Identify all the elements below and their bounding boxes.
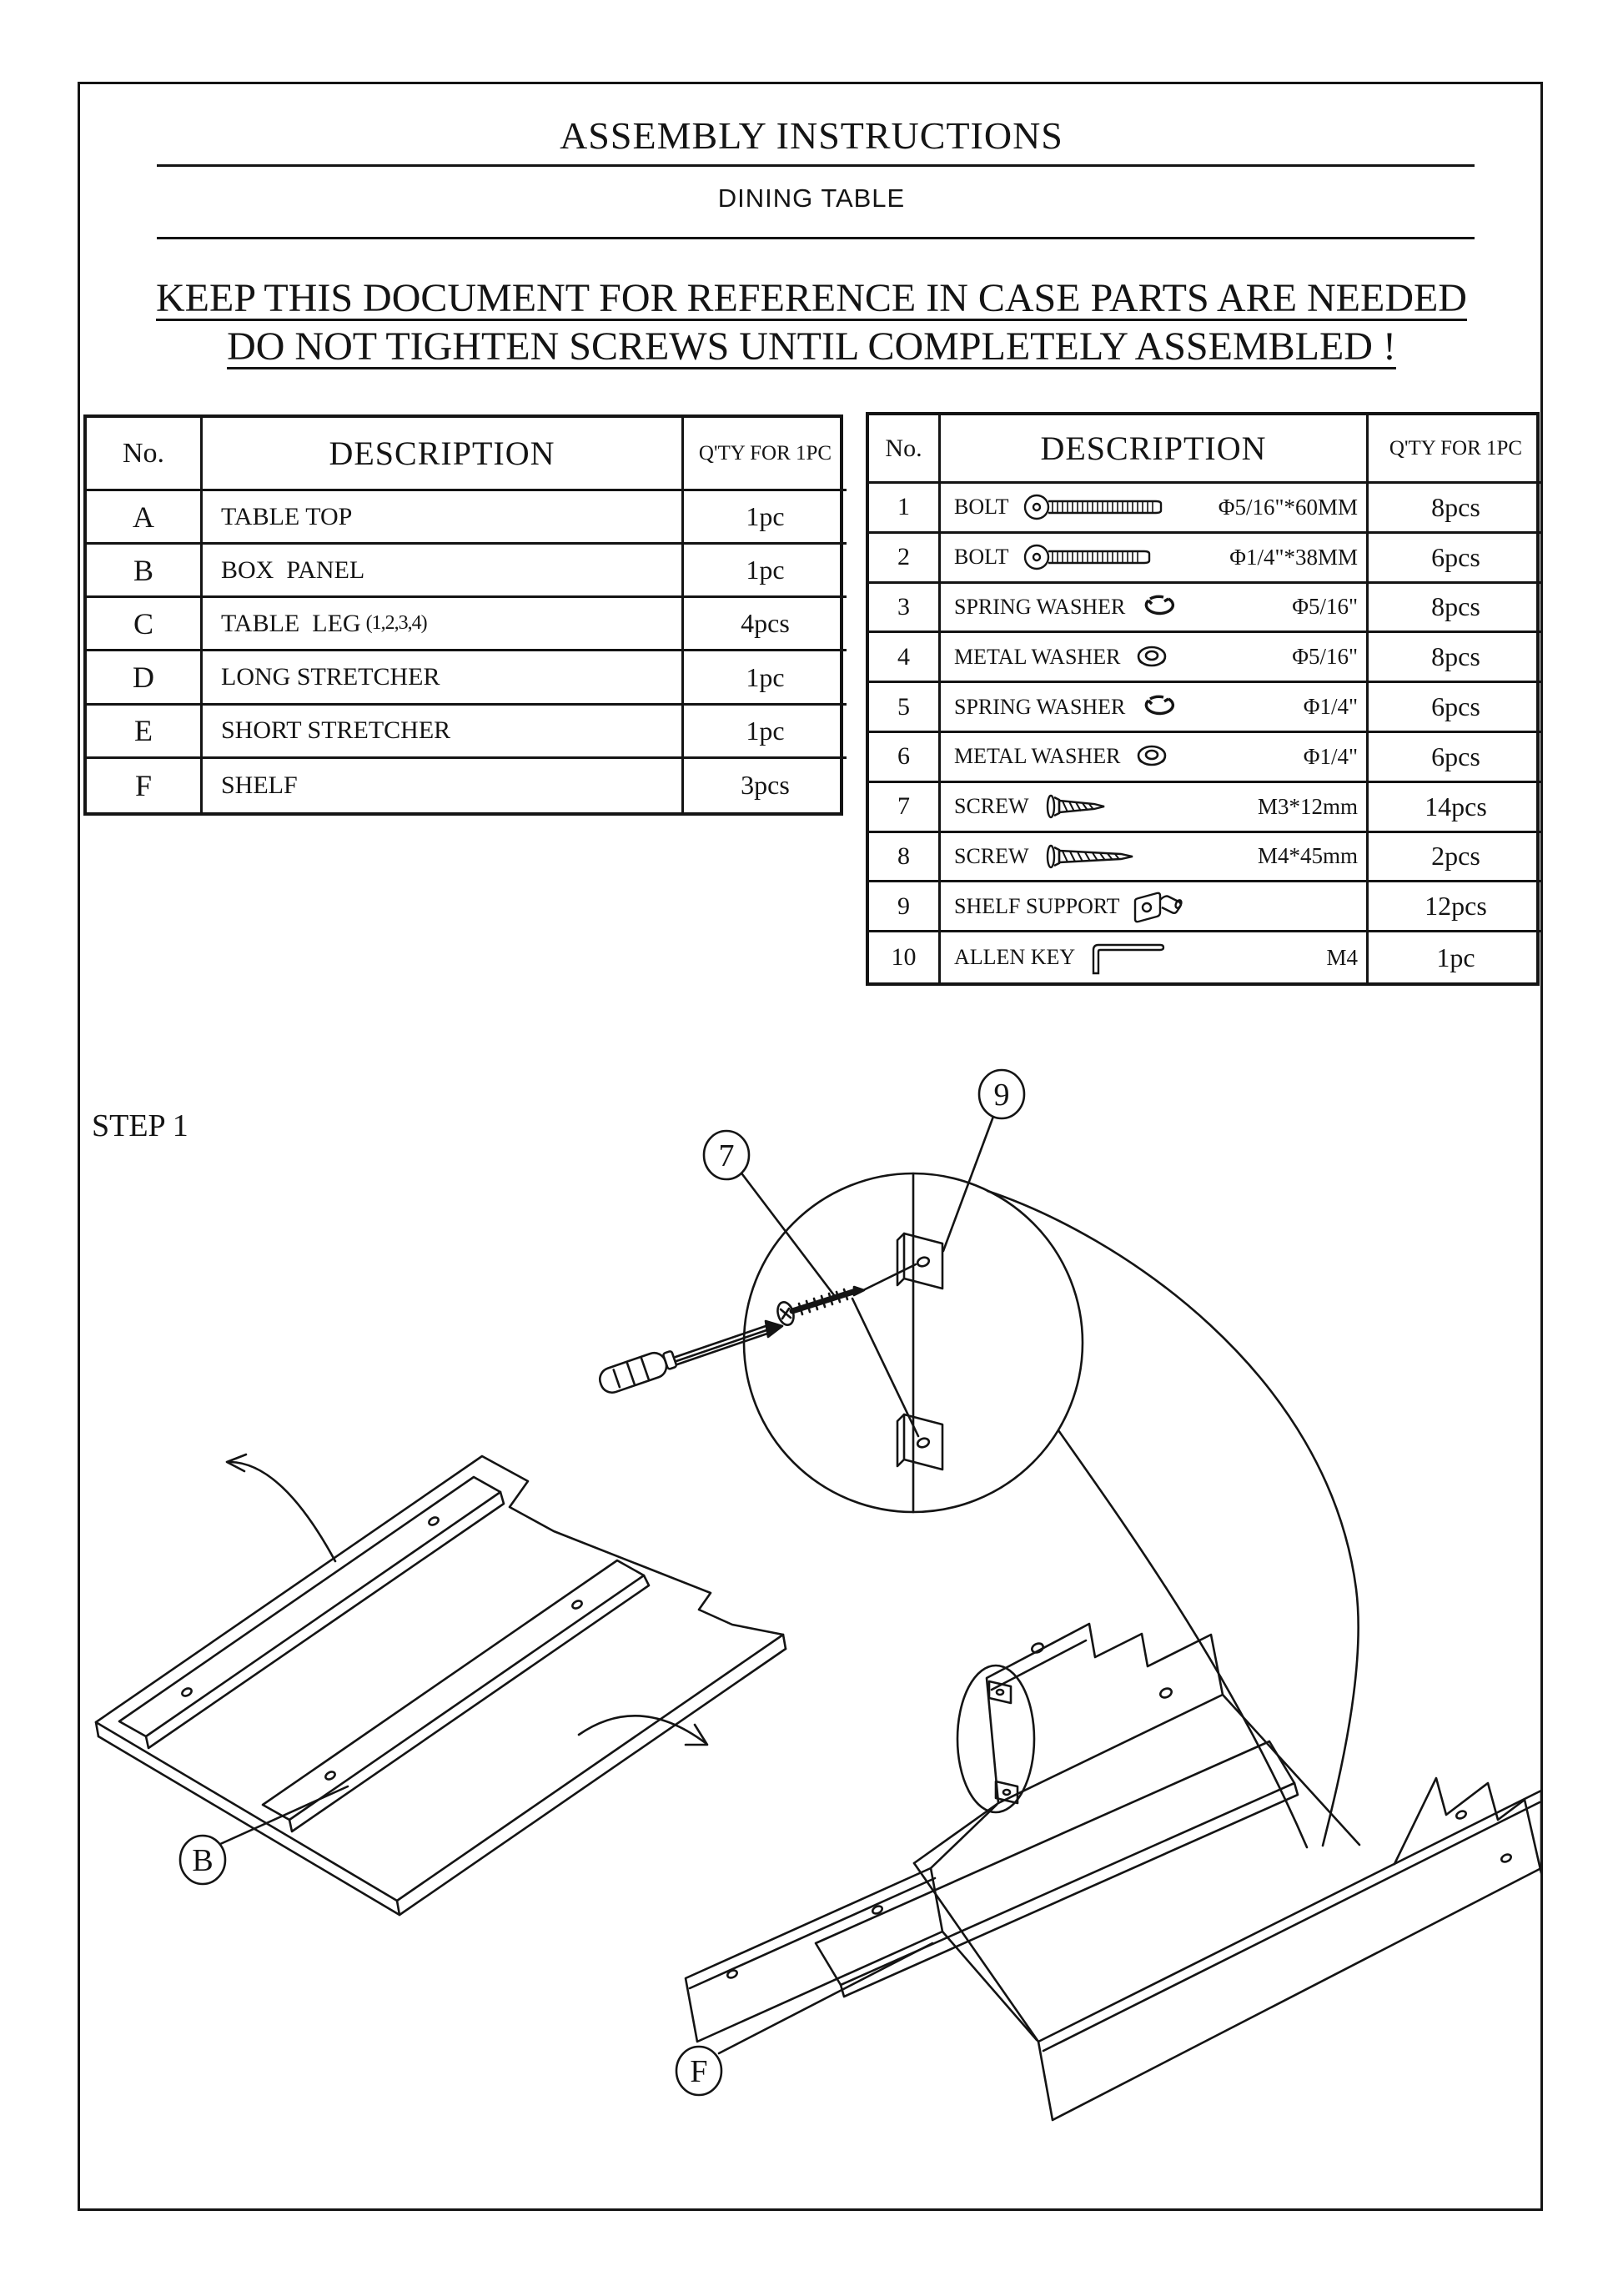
hardware-spec: Φ1/4": [1303, 743, 1358, 769]
part-qty: 1pc: [684, 651, 847, 705]
screw-to-lower-hole: [852, 1299, 918, 1436]
hardware-description: ALLEN KEY M4: [941, 932, 1369, 982]
hardware-header-qty: Q'TY FOR 1PC: [1369, 415, 1543, 484]
hardware-spec: Φ5/16"*60MM: [1218, 494, 1358, 520]
hardware-no: 8: [869, 833, 941, 883]
warning-line-2: DO NOT TIGHTEN SCREWS UNTIL COMPLETELY ASSEMBLED !: [227, 324, 1396, 369]
leader-9: [943, 1114, 994, 1251]
step-label: STEP 1: [92, 1108, 188, 1143]
hardware-qty: 6pcs: [1369, 683, 1543, 733]
hardware-spec: M4: [1326, 944, 1358, 970]
part-qty: 1pc: [684, 545, 847, 598]
hardware-qty: 8pcs: [1369, 633, 1543, 683]
parts-header-description: DESCRIPTION: [203, 418, 684, 491]
hardware-spec: M3*12mm: [1257, 793, 1358, 819]
page-title: ASSEMBLY INSTRUCTIONS: [560, 114, 1063, 157]
box-f-drawing: [686, 1624, 1541, 2120]
leader-b: [219, 1786, 348, 1845]
hardware-spec: Φ5/16": [1292, 594, 1358, 620]
screw-detail: [775, 1287, 864, 1327]
hardware-qty: 6pcs: [1369, 733, 1543, 783]
part-no: E: [87, 706, 203, 759]
part-qty: 3pcs: [741, 770, 790, 801]
hardware-qty: 12pcs: [1369, 882, 1543, 932]
hardware-no: 2: [869, 534, 941, 584]
page-subtitle: DINING TABLE: [717, 183, 906, 213]
callout-7: [704, 1131, 749, 1179]
hardware-no: 5: [869, 683, 941, 733]
hardware-spec: Φ1/4"*38MM: [1229, 544, 1358, 570]
hardware-qty: 8pcs: [1369, 584, 1543, 634]
hardware-no: 3: [869, 584, 941, 634]
part-no: A: [87, 491, 203, 545]
part-description: BOX PANEL: [203, 545, 684, 598]
hardware-description: BOLT Φ1/4"*38MM: [941, 534, 1369, 584]
shelf-support-detail-upper: [897, 1233, 942, 1289]
hardware-description: BOLT Φ5/16"*60MM: [941, 484, 1369, 534]
hardware-no: 7: [869, 783, 941, 833]
hardware-no: 10: [869, 932, 941, 982]
part-qty: 4pcs: [684, 598, 847, 651]
part-no: D: [87, 651, 203, 705]
svg-text:B: B: [192, 1843, 214, 1878]
hardware-qty: 8pcs: [1369, 484, 1543, 534]
hardware-spec: M4*45mm: [1257, 843, 1358, 869]
part-qty: 1pc: [684, 491, 847, 545]
hardware-header-no: No.: [869, 415, 941, 484]
callout-9: [979, 1070, 1024, 1118]
hardware-no: 9: [869, 882, 941, 932]
warning-line-1: KEEP THIS DOCUMENT FOR REFERENCE IN CASE PARTS ARE NEEDED: [156, 276, 1467, 320]
part-description: TABLE LEG (1,2,3,4): [203, 598, 684, 651]
hardware-qty: 1pc: [1436, 942, 1475, 972]
shelf-support-detail-lower: [897, 1414, 942, 1470]
hardware-no: 4: [869, 633, 941, 683]
hardware-spec: Φ5/16": [1292, 644, 1358, 670]
hardware-no: 6: [869, 733, 941, 783]
part-description: TABLE TOP: [203, 491, 684, 545]
zoom-sweep-outer: [987, 1191, 1359, 1846]
part-description: SHELF: [203, 759, 684, 812]
zoom-sweep-inner: [1058, 1430, 1307, 1847]
svg-text:F: F: [690, 2054, 708, 2089]
hardware-spec: Φ1/4": [1303, 694, 1358, 720]
hardware-description: METAL WASHER Φ5/16": [941, 633, 1369, 683]
rotate-arrow-left: [227, 1454, 335, 1561]
hardware-description: SPRING WASHER Φ1/4": [941, 683, 1369, 733]
hardware-qty: 14pcs: [1369, 783, 1543, 833]
hardware-qty: 2pcs: [1369, 833, 1543, 883]
hardware-description: SCREW M4*45mm: [941, 833, 1369, 883]
part-no: B: [87, 545, 203, 598]
leader-7: [740, 1171, 834, 1295]
hardware-header-description: DESCRIPTION: [941, 415, 1369, 484]
screwdriver: [597, 1321, 782, 1396]
callout-b: [180, 1836, 225, 1884]
hardware-description: SPRING WASHER Φ5/16": [941, 584, 1369, 634]
screw-to-upper-hole: [860, 1264, 916, 1292]
hardware-description: SHELF SUPPORT: [941, 882, 1369, 932]
parts-header-no: No.: [87, 418, 203, 491]
part-no: F: [87, 759, 203, 812]
svg-text:9: 9: [993, 1078, 1010, 1113]
part-qty: 1pc: [684, 706, 847, 759]
part-description: LONG STRETCHER: [203, 651, 684, 705]
hardware-no: 1: [869, 484, 941, 534]
part-description: SHORT STRETCHER: [203, 706, 684, 759]
svg-text:7: 7: [718, 1138, 735, 1173]
parts-header-qty: Q'TY FOR 1PC: [684, 418, 847, 491]
hardware-qty: 6pcs: [1369, 534, 1543, 584]
hardware-description: SCREW M3*12mm: [941, 783, 1369, 833]
callout-f: [676, 2047, 721, 2095]
part-no: C: [87, 598, 203, 651]
hardware-description: METAL WASHER Φ1/4": [941, 733, 1369, 783]
